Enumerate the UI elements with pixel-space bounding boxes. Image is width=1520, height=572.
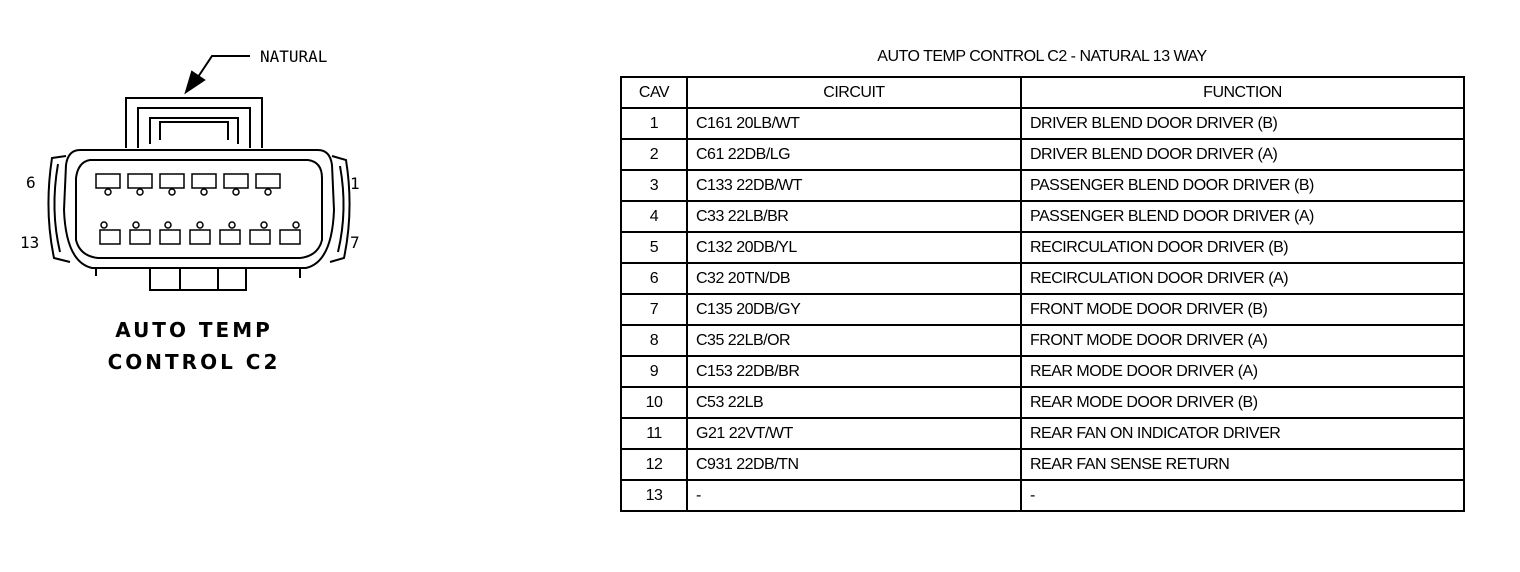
function-cell: PASSENGER BLEND DOOR DRIVER (B): [1021, 170, 1464, 201]
circuit-cell: C53 22LB: [687, 387, 1021, 418]
function-cell: FRONT MODE DOOR DRIVER (A): [1021, 325, 1464, 356]
cavity-12: [130, 230, 150, 244]
cavity-6: [96, 174, 120, 188]
circuit-cell: G21 22VT/WT: [687, 418, 1021, 449]
cav-cell: 7: [621, 294, 687, 325]
cavity-1: [256, 174, 280, 188]
cav-cell: 1: [621, 108, 687, 139]
cavity-13: [100, 230, 120, 244]
circuit-cell: C32 20TN/DB: [687, 263, 1021, 294]
table-row: [621, 356, 1464, 387]
circuit-cell: C931 22DB/TN: [687, 449, 1021, 480]
cav-cell: 11: [621, 418, 687, 449]
cav-cell: 13: [621, 480, 687, 511]
top-cavity-row: [96, 174, 280, 195]
cav-cell: 12: [621, 449, 687, 480]
table-row: [621, 263, 1464, 294]
pin-label-13: 13: [20, 233, 40, 252]
function-cell: REAR MODE DOOR DRIVER (A): [1021, 356, 1464, 387]
connector-title-line1: AUTO TEMP: [115, 318, 273, 342]
pin-label-1: 1: [350, 174, 360, 193]
function-cell: FRONT MODE DOOR DRIVER (B): [1021, 294, 1464, 325]
circuit-cell: C33 22LB/BR: [687, 201, 1021, 232]
cavity-11: [160, 230, 180, 244]
circuit-cell: C153 22DB/BR: [687, 356, 1021, 387]
cavity-8: [250, 230, 270, 244]
function-cell: REAR FAN SENSE RETURN: [1021, 449, 1464, 480]
table-row: [621, 449, 1464, 480]
cavity-7: [280, 230, 300, 244]
pinout-table: [620, 76, 1465, 512]
table-row: [621, 108, 1464, 139]
circuit-cell: C35 22LB/OR: [687, 325, 1021, 356]
cavity-4: [160, 174, 184, 188]
cav-cell: 10: [621, 387, 687, 418]
circuit-cell: C61 22DB/LG: [687, 139, 1021, 170]
header-function: FUNCTION: [1021, 77, 1464, 108]
connector-diagram: [0, 0, 600, 572]
connector-title-line2: CONTROL C2: [107, 350, 281, 374]
function-cell: REAR FAN ON INDICATOR DRIVER: [1021, 418, 1464, 449]
table-row: [621, 387, 1464, 418]
function-cell: -: [1021, 480, 1464, 511]
table-row: [621, 325, 1464, 356]
circuit-cell: -: [687, 480, 1021, 511]
function-cell: PASSENGER BLEND DOOR DRIVER (A): [1021, 201, 1464, 232]
cavity-3: [192, 174, 216, 188]
function-cell: RECIRCULATION DOOR DRIVER (A): [1021, 263, 1464, 294]
cav-cell: 3: [621, 170, 687, 201]
cavity-9: [220, 230, 240, 244]
natural-arrow-head: [186, 72, 204, 92]
cav-cell: 4: [621, 201, 687, 232]
cav-cell: 5: [621, 232, 687, 263]
connector-body: [64, 150, 334, 268]
function-cell: DRIVER BLEND DOOR DRIVER (B): [1021, 108, 1464, 139]
header-cav: CAV: [621, 77, 687, 108]
cavity-2: [224, 174, 248, 188]
function-cell: DRIVER BLEND DOOR DRIVER (A): [1021, 139, 1464, 170]
cavity-10: [190, 230, 210, 244]
header-circuit: CIRCUIT: [687, 77, 1021, 108]
table-row: [621, 294, 1464, 325]
cav-cell: 8: [621, 325, 687, 356]
table-row: [621, 232, 1464, 263]
table-row: [621, 201, 1464, 232]
function-cell: REAR MODE DOOR DRIVER (B): [1021, 387, 1464, 418]
circuit-cell: C161 20LB/WT: [687, 108, 1021, 139]
function-cell: RECIRCULATION DOOR DRIVER (B): [1021, 232, 1464, 263]
natural-leader-line: [196, 56, 250, 80]
connector-foot: [150, 268, 246, 290]
table-row: [621, 418, 1464, 449]
table-row: [621, 139, 1464, 170]
table-row: [621, 480, 1464, 511]
circuit-cell: C132 20DB/YL: [687, 232, 1021, 263]
cav-cell: 2: [621, 139, 687, 170]
bottom-cavity-row: [100, 222, 300, 244]
pin-label-7: 7: [350, 233, 360, 252]
cavity-5: [128, 174, 152, 188]
table-header-row: [621, 77, 1464, 108]
cav-cell: 9: [621, 356, 687, 387]
natural-label: NATURAL: [260, 47, 328, 66]
pin-label-6: 6: [26, 173, 36, 192]
table-row: [621, 170, 1464, 201]
circuit-cell: C135 20DB/GY: [687, 294, 1021, 325]
circuit-cell: C133 22DB/WT: [687, 170, 1021, 201]
cav-cell: 6: [621, 263, 687, 294]
table-title: AUTO TEMP CONTROL C2 - NATURAL 13 WAY: [877, 48, 1207, 65]
